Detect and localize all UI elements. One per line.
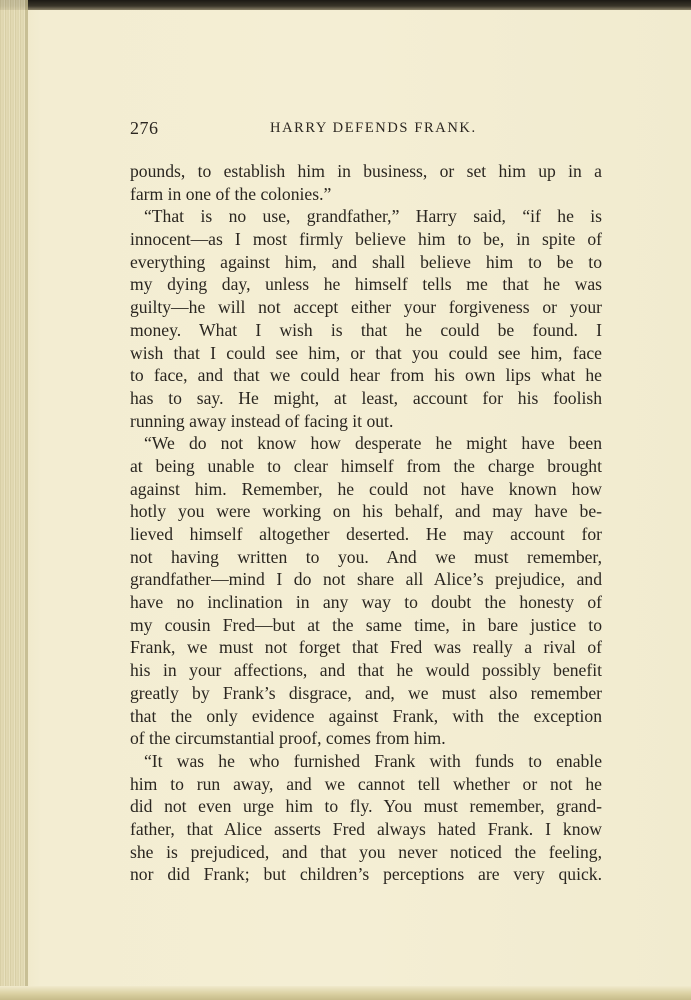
text-line: she is prejudiced, and that you never noticed the feeling, [130, 841, 602, 862]
text-line: my cousin Fred—but at the same time, in bare justice to [130, 614, 602, 635]
page-edge-stack [0, 0, 28, 1000]
text-line: Frank, we must not forget that Fred was really a rival of [130, 637, 602, 658]
text-line: innocent—as I most firmly believe him to be, in spite of [130, 229, 602, 250]
scan-top-border [0, 0, 691, 10]
text-line: lieved himself altogether deserted. He may account for [130, 524, 602, 544]
text-line: wish that I could see him, or that you could see him, face [130, 342, 602, 363]
page-header [130, 118, 602, 142]
text-line: running away instead of facing it out. [130, 410, 394, 431]
text-line: my dying day, unless he himself tells me that he was [130, 274, 602, 295]
text-line: has to say. He might, at least, account for his foolish [130, 387, 602, 408]
text-line: at being unable to clear himself from the charge brought [130, 455, 602, 476]
text-line: father, that Alice asserts Fred always hated Frank. I know [130, 818, 602, 839]
text-line: did not even urge him to fly. You must remember, grand- [130, 796, 602, 817]
page-number: 276 [130, 118, 159, 138]
text-line: “It was he who furnished Frank with funds to enable [144, 750, 602, 771]
page-bottom-edge [0, 986, 691, 1000]
text-line: farm in one of the colonies.” [130, 183, 332, 204]
text-line: grandfather—mind I do not share all Alice’s prejudice, and [130, 569, 602, 590]
body-text [130, 160, 602, 886]
text-line: that the only evidence against Frank, with the exception [130, 705, 602, 726]
text-line: “That is no use, grandfather,” Harry said, “if he is [144, 206, 602, 227]
text-line: pounds, to establish him in business, or set him up in a [130, 161, 602, 181]
text-line: everything against him, and shall believe him to be to [130, 251, 602, 272]
text-line: greatly by Frank’s disgrace, and, we must also remember [130, 682, 602, 703]
text-line: to face, and that we could hear from his own lips what he [130, 365, 602, 386]
text-line: have no inclination in any way to doubt the honesty of [130, 592, 602, 613]
text-line: of the circumstantial proof, comes from him. [130, 728, 446, 749]
text-line: guilty—he will not accept either your forgiveness or your [130, 297, 602, 318]
text-line: hotly you were working on his behalf, and may have be- [130, 501, 602, 522]
text-line: him to run away, and we cannot tell whether or not he [130, 773, 602, 794]
text-line: nor did Frank; but children’s perceptions are very quick. [130, 864, 602, 885]
text-line: his in your affections, and that he would possibly benefit [130, 660, 602, 681]
text-line: money. What I wish is that he could be found. I [130, 319, 602, 340]
text-line: against him. Remember, he could not have known how [130, 478, 602, 499]
text-line: not having written to you. And we must remember, [130, 546, 602, 567]
running-title: HARRY DEFENDS FRANK. [270, 120, 477, 136]
text-line: “We do not know how desperate he might have been [144, 433, 602, 454]
